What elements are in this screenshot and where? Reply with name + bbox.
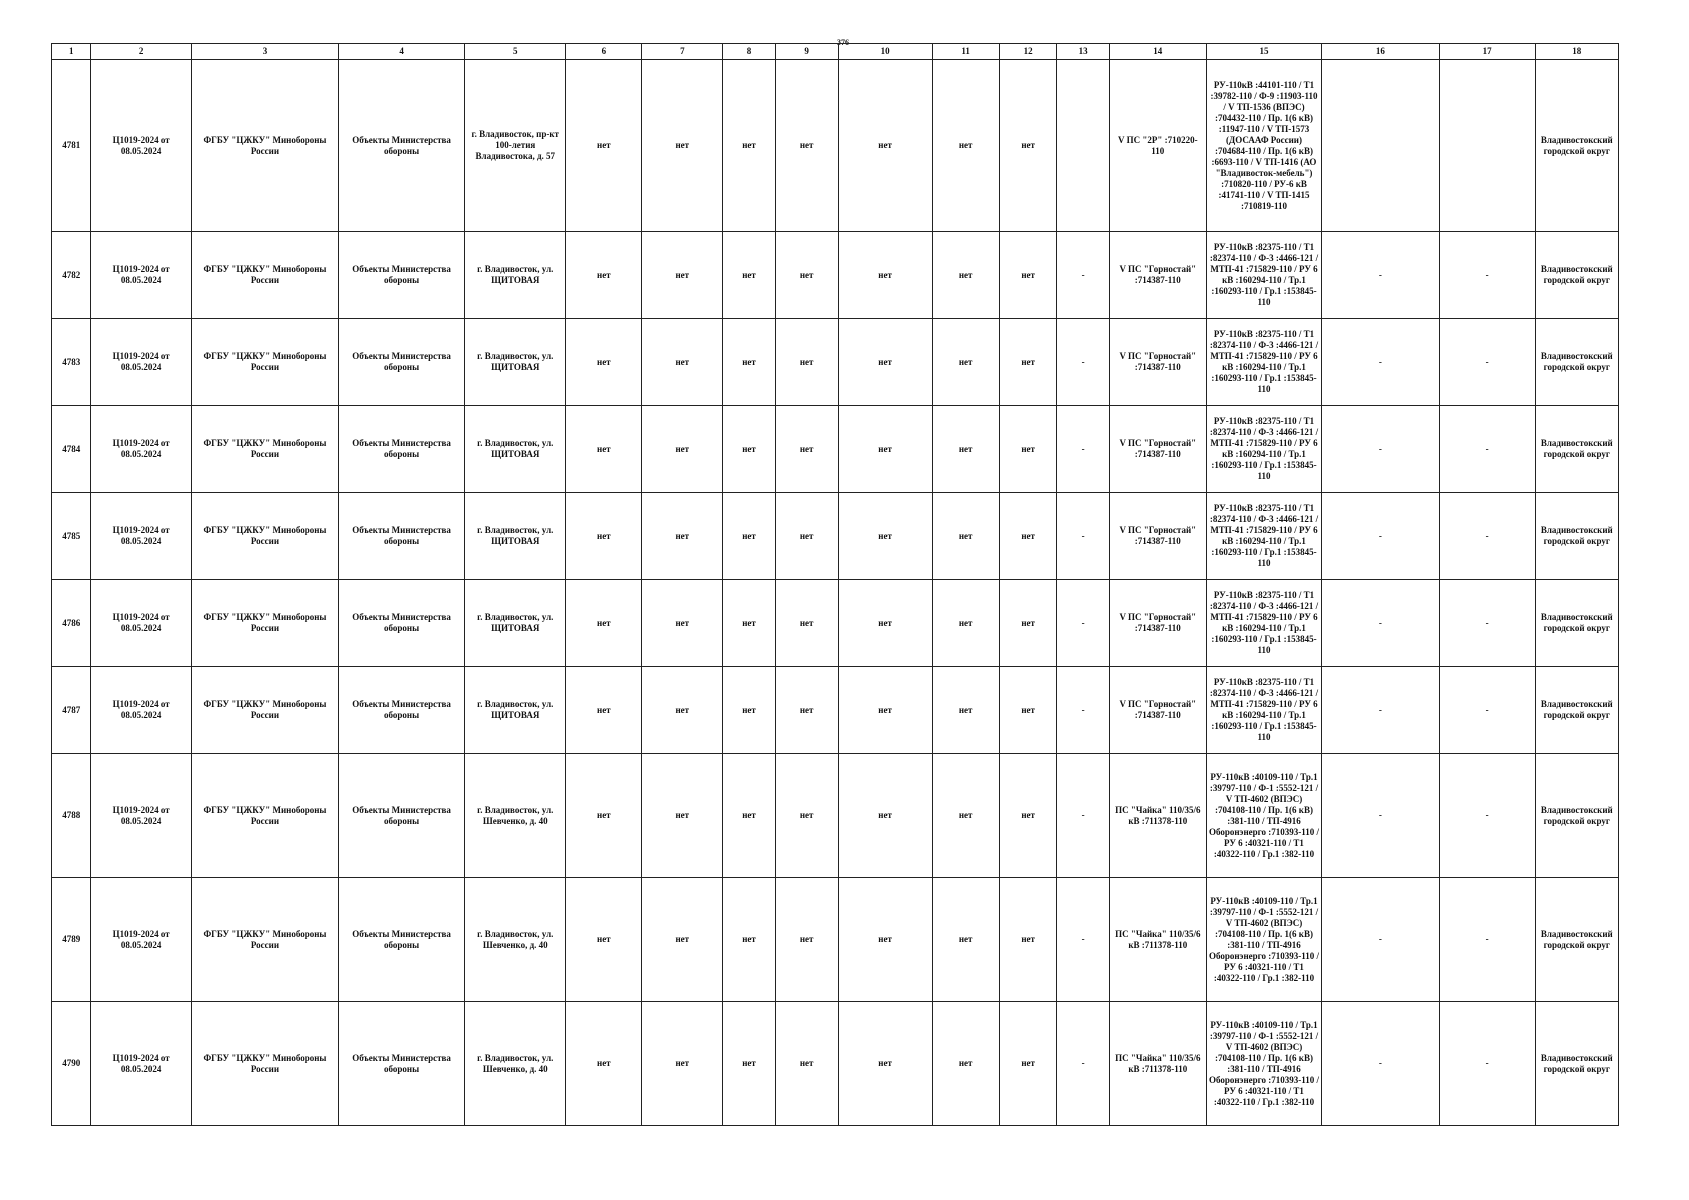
table-cell: нет [723, 878, 775, 1002]
substation: V ПС "Горностай" :714387-110 [1109, 406, 1206, 493]
table-cell: нет [566, 319, 642, 406]
connection-chain: РУ-110кВ :82375-110 / Т1 :82374-110 / Ф-3 :4466-121 / МТП-41 :715829-110 / РУ 6 кВ :160294-110 / Тр.1 :160293-110 / Гр.1 :153845-110 [1206, 667, 1321, 754]
address: г. Владивосток, ул. ЩИТОВАЯ [465, 493, 566, 580]
table-cell: нет [723, 1002, 775, 1126]
object-name: Объекты Министерства обороны [339, 1002, 465, 1126]
table-cell: нет [838, 580, 932, 667]
table-cell: нет [775, 1002, 838, 1126]
column-header: 1 [52, 44, 91, 60]
table-cell: нет [566, 667, 642, 754]
address: г. Владивосток, ул. Шевченко, д. 40 [465, 754, 566, 878]
table-row [52, 754, 1619, 878]
column-header: 11 [932, 44, 999, 60]
table-cell: нет [775, 878, 838, 1002]
table-cell: - [1322, 754, 1439, 878]
object-name: Объекты Министерства обороны [339, 580, 465, 667]
table-row [52, 406, 1619, 493]
page-number: 376 [837, 38, 849, 47]
address: г. Владивосток, ул. Шевченко, д. 40 [465, 1002, 566, 1126]
row-number: 4785 [52, 493, 91, 580]
applicant: ФГБУ "ЦЖКУ" Минобороны России [191, 319, 338, 406]
table-cell: - [1057, 232, 1109, 319]
table-cell: нет [838, 1002, 932, 1126]
table-cell: нет [838, 878, 932, 1002]
table-cell: нет [999, 580, 1057, 667]
contract-number: Ц1019-2024 от 08.05.2024 [91, 406, 191, 493]
address: г. Владивосток, пр-кт 100-летия Владивостока, д. 57 [465, 60, 566, 232]
table-cell: - [1439, 1002, 1535, 1126]
header-row [52, 44, 1619, 60]
column-header: 10 [838, 44, 932, 60]
substation: V ПС "Горностай" :714387-110 [1109, 667, 1206, 754]
applicant: ФГБУ "ЦЖКУ" Минобороны России [191, 406, 338, 493]
table-cell: - [1439, 406, 1535, 493]
table-cell: - [1439, 754, 1535, 878]
table-cell: - [1057, 580, 1109, 667]
table-cell: нет [723, 754, 775, 878]
table-cell: - [1322, 878, 1439, 1002]
table-cell: нет [999, 1002, 1057, 1126]
table-cell: нет [932, 878, 999, 1002]
table-row [52, 667, 1619, 754]
table-cell: нет [999, 406, 1057, 493]
table-cell: нет [566, 493, 642, 580]
contract-number: Ц1019-2024 от 08.05.2024 [91, 232, 191, 319]
table-cell: нет [723, 580, 775, 667]
connection-chain: РУ-110кВ :82375-110 / Т1 :82374-110 / Ф-3 :4466-121 / МТП-41 :715829-110 / РУ 6 кВ :160294-110 / Тр.1 :160293-110 / Гр.1 :153845-110 [1206, 406, 1321, 493]
table-cell: нет [838, 667, 932, 754]
applicant: ФГБУ "ЦЖКУ" Минобороны России [191, 580, 338, 667]
column-header: 8 [723, 44, 775, 60]
address: г. Владивосток, ул. ЩИТОВАЯ [465, 232, 566, 319]
table-cell: нет [566, 754, 642, 878]
table-row [52, 232, 1619, 319]
substation: ПС "Чайка" 110/35/6 кВ :711378-110 [1109, 754, 1206, 878]
table-cell: нет [999, 319, 1057, 406]
table-cell: нет [723, 60, 775, 232]
table-cell: нет [932, 319, 999, 406]
table-cell: нет [999, 232, 1057, 319]
row-number: 4789 [52, 878, 91, 1002]
connection-chain: РУ-110кВ :40109-110 / Тр.1 :39797-110 / Ф-1 :5552-121 / V ТП-4602 (ВПЭС) :704108-110 / Пр. 1(6 кВ) :381-110 / ТП-4916 Оборонэнерго :710393-110 / РУ 6 :40321-110 / Т1 :40322-110 / Гр.1 :382-110 [1206, 754, 1321, 878]
table-cell: нет [999, 667, 1057, 754]
table-row [52, 1002, 1619, 1126]
table-cell: нет [838, 232, 932, 319]
table-cell: нет [999, 60, 1057, 232]
table-cell: нет [838, 406, 932, 493]
municipality: Владивостокский городской округ [1535, 406, 1618, 493]
contract-number: Ц1019-2024 от 08.05.2024 [91, 878, 191, 1002]
table-cell: нет [775, 754, 838, 878]
table-cell: - [1322, 493, 1439, 580]
table-cell: нет [838, 60, 932, 232]
column-header: 2 [91, 44, 191, 60]
municipality: Владивостокский городской округ [1535, 493, 1618, 580]
object-name: Объекты Министерства обороны [339, 406, 465, 493]
address: г. Владивосток, ул. ЩИТОВАЯ [465, 319, 566, 406]
applicant: ФГБУ "ЦЖКУ" Минобороны России [191, 1002, 338, 1126]
substation: V ПС "Горностай" :714387-110 [1109, 493, 1206, 580]
applicant: ФГБУ "ЦЖКУ" Минобороны России [191, 60, 338, 232]
column-header: 12 [999, 44, 1057, 60]
table-cell: нет [723, 667, 775, 754]
column-header: 9 [775, 44, 838, 60]
column-header: 4 [339, 44, 465, 60]
connection-chain: РУ-110кВ :44101-110 / Т1 :39782-110 / Ф-9 :11903-110 / V ТП-1536 (ВПЭС) :704432-110 / Пр. 1(6 кВ) :11947-110 / V ТП-1573 (ДОСААФ России) :704684-110 / Пр. 1(6 кВ) :6693-110 / V ТП-1416 (АО "Владивосток-мебель") :710820-110 / РУ-6 кВ :41741-110 / V ТП-1415 :710819-110 [1206, 60, 1321, 232]
table-cell: - [1439, 493, 1535, 580]
municipality: Владивостокский городской округ [1535, 667, 1618, 754]
table-cell: нет [566, 878, 642, 1002]
table-cell: - [1322, 406, 1439, 493]
table-cell: нет [932, 667, 999, 754]
connection-chain: РУ-110кВ :40109-110 / Тр.1 :39797-110 / Ф-1 :5552-121 / V ТП-4602 (ВПЭС) :704108-110 / Пр. 1(6 кВ) :381-110 / ТП-4916 Оборонэнерго :710393-110 / РУ 6 :40321-110 / Т1 :40322-110 / Гр.1 :382-110 [1206, 878, 1321, 1002]
table-cell: нет [932, 754, 999, 878]
table-cell: нет [642, 60, 723, 232]
substation: V ПС "Горностай" :714387-110 [1109, 580, 1206, 667]
table-cell: нет [999, 493, 1057, 580]
row-number: 4790 [52, 1002, 91, 1126]
municipality: Владивостокский городской округ [1535, 580, 1618, 667]
table-cell: нет [999, 878, 1057, 1002]
contract-number: Ц1019-2024 от 08.05.2024 [91, 754, 191, 878]
object-name: Объекты Министерства обороны [339, 60, 465, 232]
connection-chain: РУ-110кВ :82375-110 / Т1 :82374-110 / Ф-3 :4466-121 / МТП-41 :715829-110 / РУ 6 кВ :160294-110 / Тр.1 :160293-110 / Гр.1 :153845-110 [1206, 319, 1321, 406]
column-header: 16 [1322, 44, 1439, 60]
column-header: 5 [465, 44, 566, 60]
column-header: 15 [1206, 44, 1321, 60]
table-cell: - [1439, 232, 1535, 319]
object-name: Объекты Министерства обороны [339, 878, 465, 1002]
address: г. Владивосток, ул. ЩИТОВАЯ [465, 667, 566, 754]
table-cell: нет [775, 232, 838, 319]
applicant: ФГБУ "ЦЖКУ" Минобороны России [191, 232, 338, 319]
object-name: Объекты Министерства обороны [339, 319, 465, 406]
column-header: 6 [566, 44, 642, 60]
connection-chain: РУ-110кВ :40109-110 / Тр.1 :39797-110 / Ф-1 :5552-121 / V ТП-4602 (ВПЭС) :704108-110 / Пр. 1(6 кВ) :381-110 / ТП-4916 Оборонэнерго :710393-110 / РУ 6 :40321-110 / Т1 :40322-110 / Гр.1 :382-110 [1206, 1002, 1321, 1126]
table-cell: нет [642, 754, 723, 878]
contract-number: Ц1019-2024 от 08.05.2024 [91, 1002, 191, 1126]
substation: V ПС "Горностай" :714387-110 [1109, 319, 1206, 406]
contract-number: Ц1019-2024 от 08.05.2024 [91, 493, 191, 580]
table-cell: - [1057, 878, 1109, 1002]
table-cell [1322, 60, 1439, 232]
table-cell: нет [838, 754, 932, 878]
table-row [52, 878, 1619, 1002]
table-cell: - [1057, 493, 1109, 580]
contract-number: Ц1019-2024 от 08.05.2024 [91, 60, 191, 232]
column-header: 7 [642, 44, 723, 60]
column-header: 3 [191, 44, 338, 60]
substation: ПС "Чайка" 110/35/6 кВ :711378-110 [1109, 1002, 1206, 1126]
table-cell: нет [642, 667, 723, 754]
applicant: ФГБУ "ЦЖКУ" Минобороны России [191, 878, 338, 1002]
contract-number: Ц1019-2024 от 08.05.2024 [91, 667, 191, 754]
table-cell [1439, 60, 1535, 232]
row-number: 4784 [52, 406, 91, 493]
table-cell: - [1057, 406, 1109, 493]
municipality: Владивостокский городской округ [1535, 319, 1618, 406]
table-cell: нет [642, 406, 723, 493]
table-cell: - [1439, 580, 1535, 667]
table-cell: нет [838, 319, 932, 406]
table-cell: - [1322, 319, 1439, 406]
municipality: Владивостокский городской округ [1535, 60, 1618, 232]
table-cell: нет [642, 232, 723, 319]
table-cell: нет [932, 406, 999, 493]
table-cell: нет [932, 493, 999, 580]
address: г. Владивосток, ул. Шевченко, д. 40 [465, 878, 566, 1002]
table-cell: нет [642, 319, 723, 406]
table-cell: нет [932, 580, 999, 667]
table-cell: нет [566, 406, 642, 493]
municipality: Владивостокский городской округ [1535, 1002, 1618, 1126]
municipality: Владивостокский городской округ [1535, 232, 1618, 319]
table-cell: нет [838, 493, 932, 580]
column-header: 14 [1109, 44, 1206, 60]
table-cell: нет [723, 232, 775, 319]
table-cell: нет [932, 1002, 999, 1126]
connection-chain: РУ-110кВ :82375-110 / Т1 :82374-110 / Ф-3 :4466-121 / МТП-41 :715829-110 / РУ 6 кВ :160294-110 / Тр.1 :160293-110 / Гр.1 :153845-110 [1206, 232, 1321, 319]
table-cell: нет [775, 667, 838, 754]
applicant: ФГБУ "ЦЖКУ" Минобороны России [191, 667, 338, 754]
column-header: 18 [1535, 44, 1618, 60]
table-cell: - [1322, 580, 1439, 667]
table-cell: - [1439, 319, 1535, 406]
registry-table [51, 43, 1619, 1126]
table-row [52, 60, 1619, 232]
table-cell: - [1057, 667, 1109, 754]
table-cell: нет [932, 232, 999, 319]
table-cell: нет [566, 580, 642, 667]
table-cell: - [1322, 667, 1439, 754]
table-row [52, 580, 1619, 667]
municipality: Владивостокский городской округ [1535, 754, 1618, 878]
connection-chain: РУ-110кВ :82375-110 / Т1 :82374-110 / Ф-3 :4466-121 / МТП-41 :715829-110 / РУ 6 кВ :160294-110 / Тр.1 :160293-110 / Гр.1 :153845-110 [1206, 493, 1321, 580]
address: г. Владивосток, ул. ЩИТОВАЯ [465, 580, 566, 667]
table-cell: - [1057, 1002, 1109, 1126]
contract-number: Ц1019-2024 от 08.05.2024 [91, 319, 191, 406]
contract-number: Ц1019-2024 от 08.05.2024 [91, 580, 191, 667]
municipality: Владивостокский городской округ [1535, 878, 1618, 1002]
table-cell: - [1322, 1002, 1439, 1126]
table-cell [1057, 60, 1109, 232]
substation: V ПС "Горностай" :714387-110 [1109, 232, 1206, 319]
object-name: Объекты Министерства обороны [339, 232, 465, 319]
table-cell: нет [723, 319, 775, 406]
table-cell: нет [566, 60, 642, 232]
applicant: ФГБУ "ЦЖКУ" Минобороны России [191, 493, 338, 580]
row-number: 4783 [52, 319, 91, 406]
table-cell: - [1057, 319, 1109, 406]
table-cell: нет [642, 1002, 723, 1126]
object-name: Объекты Министерства обороны [339, 754, 465, 878]
table-cell: нет [566, 1002, 642, 1126]
column-header: 17 [1439, 44, 1535, 60]
table-cell: нет [775, 493, 838, 580]
table-cell: нет [642, 580, 723, 667]
table-cell: нет [775, 60, 838, 232]
applicant: ФГБУ "ЦЖКУ" Минобороны России [191, 754, 338, 878]
table-cell: нет [566, 232, 642, 319]
table-cell: нет [723, 493, 775, 580]
table-cell: нет [642, 493, 723, 580]
table-cell: нет [723, 406, 775, 493]
table-cell: нет [642, 878, 723, 1002]
row-number: 4787 [52, 667, 91, 754]
table-cell: нет [932, 60, 999, 232]
row-number: 4782 [52, 232, 91, 319]
connection-chain: РУ-110кВ :82375-110 / Т1 :82374-110 / Ф-3 :4466-121 / МТП-41 :715829-110 / РУ 6 кВ :160294-110 / Тр.1 :160293-110 / Гр.1 :153845-110 [1206, 580, 1321, 667]
object-name: Объекты Министерства обороны [339, 493, 465, 580]
substation: ПС "Чайка" 110/35/6 кВ :711378-110 [1109, 878, 1206, 1002]
row-number: 4786 [52, 580, 91, 667]
table-cell: нет [999, 754, 1057, 878]
object-name: Объекты Министерства обороны [339, 667, 465, 754]
table-cell: нет [775, 319, 838, 406]
table-cell: - [1057, 754, 1109, 878]
row-number: 4781 [52, 60, 91, 232]
column-header: 13 [1057, 44, 1109, 60]
substation: V ПС "2Р" :710220-110 [1109, 60, 1206, 232]
table-row [52, 493, 1619, 580]
table-row [52, 319, 1619, 406]
table-cell: - [1439, 667, 1535, 754]
table-cell: - [1322, 232, 1439, 319]
table-cell: нет [775, 580, 838, 667]
table-cell: нет [775, 406, 838, 493]
address: г. Владивосток, ул. ЩИТОВАЯ [465, 406, 566, 493]
table-cell: - [1439, 878, 1535, 1002]
row-number: 4788 [52, 754, 91, 878]
